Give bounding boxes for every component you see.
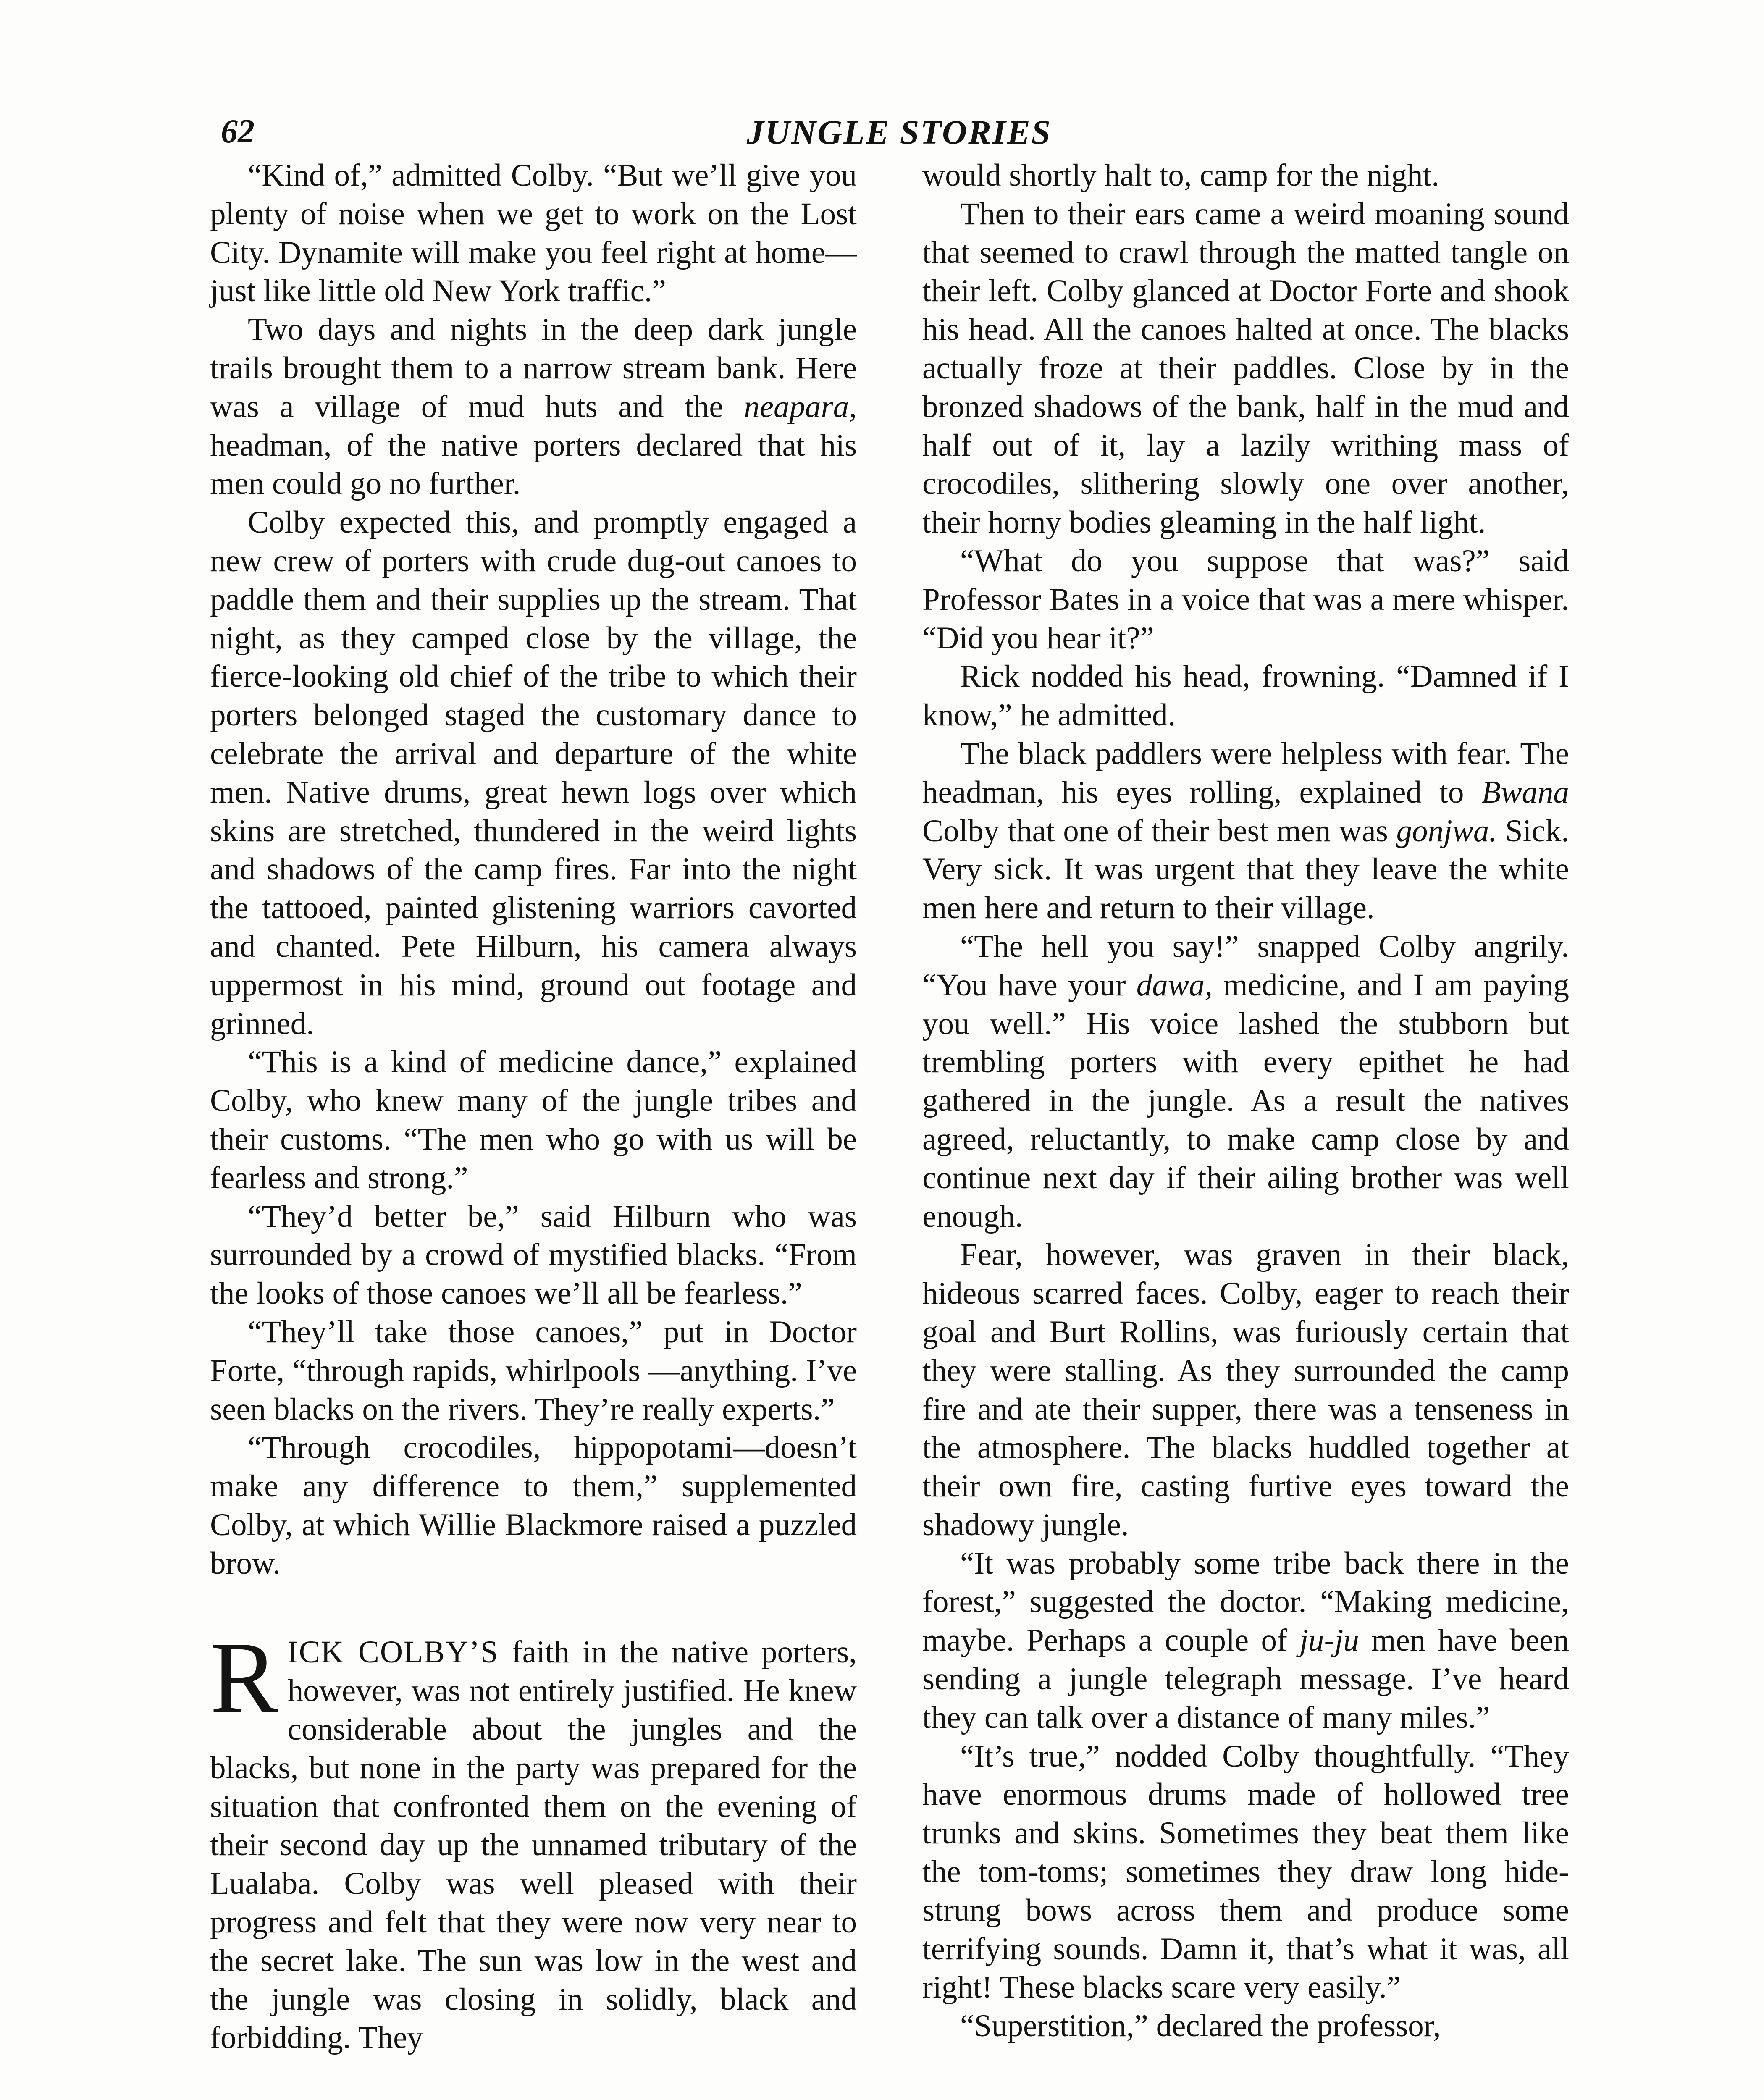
paragraph: Two days and nights in the deep dark jungle trails brought them to a narrow stream bank. Here was a village of mud huts and the neapara, headman, of the native porters declared that his men could go no further.: [210, 312, 857, 501]
section-break: [210, 1583, 857, 1633]
paragraph: “This is a kind of medicine dance,” explained Colby, who knew many of the jungle tribes and their customs. “The men who go with us will be fearless and strong.”: [210, 1045, 857, 1195]
small-caps-lead: ICK COLBY’S: [287, 1635, 499, 1670]
left-column: [210, 156, 857, 2057]
paragraph: The black paddlers were helpless with fear. The headman, his eyes rolling, explained to Bwana Colby that one of their best men was gonjwa. Sick. Very sick. It was urgent that they leave the white men here and return to their village.: [922, 736, 1570, 926]
paragraph: “The hell you say!” snapped Colby angrily. “You have your dawa, medicine, and I am paying you well.” His voice lashed the stubborn but trembling porters with every epithet he had gathered in the jungle. As a result the natives agreed, reluctantly, to make camp close by and continue next day if their ailing brother was well enough.: [922, 929, 1569, 1234]
paragraph: “They’d better be,” said Hilburn who was surrounded by a crowd of mystified blacks. “From the looks of those canoes we’ll all be fearless.”: [210, 1199, 857, 1311]
section-opening-paragraph: RICK COLBY’S faith in the native porters, however, was not entirely justified. He knew considerable about the jungles and the blacks, but none in the party was prepared for the situation that confronted them on the evening of their second day up the unnamed tributary of the Lualaba. Colby was well pleased with their progress and felt that they were now very near to the secret lake. The sun was low in the west and the jungle was closing in solidly, black and forbidding. They: [210, 1621, 857, 2055]
paragraph: Colby expected this, and promptly engaged a new crew of porters with crude dug-out canoes to paddle them and their supplies up the stream. That night, as they camped close by the village, the fierce-looking old chief of the tribe to which their porters belonged staged the customary dance to celebrate the arrival and departure of the white men. Native drums, great hewn logs over which skins are stretched, thundered in the weird lights and shadows of the camp fires. Far into the night the tattooed, painted glistening warriors cavorted and chanted. Pete Hilburn, his camera always uppermost in his mind, ground out footage and grinned.: [210, 505, 857, 1041]
page-header: [221, 113, 1578, 159]
paragraph: “Through crocodiles, hippopotami—doesn’t make any difference to them,” supplemented Colby, at which Willie Blackmore raised a puzzled brow.: [210, 1430, 857, 1581]
paragraph: “It was probably some tribe back there in the forest,” suggested the doctor. “Making medicine, maybe. Perhaps a couple of ju-ju men have been sending a jungle telegraph message. I’ve heard they can talk over a distance of many miles.”: [922, 1546, 1570, 1735]
paragraph: Then to their ears came a weird moaning sound that seemed to crawl through the matted tangle on their left. Colby glanced at Doctor Forte and shook his head. All the canoes halted at once. The blacks actually froze at their paddles. Close by in the bronzed shadows of the bank, half in the mud and half out of it, lay a lazily writhing mass of crocodiles, slithering slowly one over another, their horny bodies gleaming in the half light.: [922, 196, 1569, 540]
paragraph: “Superstition,” declared the professor,: [960, 2008, 1441, 2044]
paragraph: Fear, however, was graven in their black, hideous scarred faces. Colby, eager to reach their goal and Burt Rollins, was furiously certain that they were stalling. As they surrounded the camp fire and ate their supper, there was a tenseness in the atmosphere. The blacks huddled together at their own fire, casting furtive eyes toward the shadowy jungle.: [922, 1237, 1569, 1542]
page-number: 62: [221, 113, 255, 150]
paragraph: “It’s true,” nodded Colby thoughtfully. “They have enormous drums made of hollowed tree trunks and skins. Sometimes they beat them like the tom-toms; sometimes they draw long hide-strung bows across them and produce some terrifying sounds. Damn it, that’s what it was, all right! These blacks scare very easily.”: [922, 1738, 1569, 2005]
paragraph: “Kind of,” admitted Colby. “But we’ll give you plenty of noise when we get to work on the Lost City. Dynamite will make you feel right at home—just like little old New York traffic.”: [210, 158, 857, 309]
paragraph: would shortly halt to, camp for the night.: [922, 158, 1440, 193]
paragraph: “What do you suppose that was?” said Professor Bates in a voice that was a mere whisper. “Did you hear it?”: [922, 543, 1569, 656]
paragraph: Rick nodded his head, frowning. “Damned if I know,” he admitted.: [922, 659, 1569, 733]
drop-cap: R: [210, 1621, 278, 1735]
running-title: JUNGLE STORIES: [746, 113, 1052, 151]
paragraph: “They’ll take those canoes,” put in Doctor Forte, “through rapids, whirlpools —anything. I’ve seen blacks on the rivers. They’re really experts.”: [210, 1314, 857, 1427]
right-column: [922, 156, 1569, 2045]
